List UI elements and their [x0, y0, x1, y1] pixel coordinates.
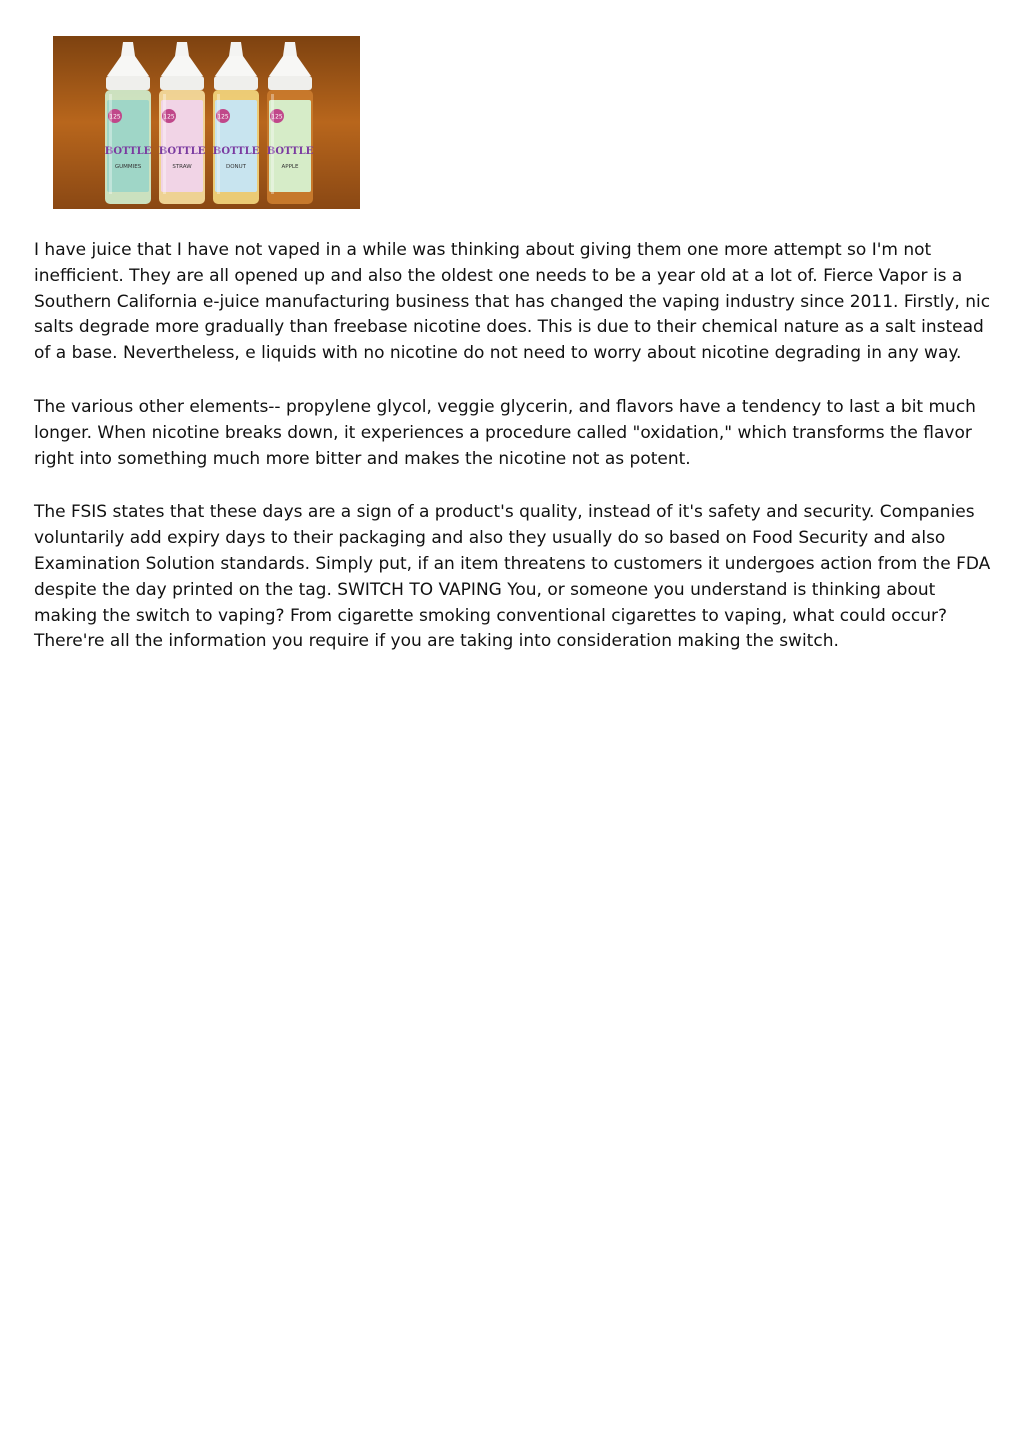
bottles-illustration: [53, 36, 360, 209]
paragraph-1: I have juice that I have not vaped in a while was thinking about giving them one more attempt so I'm not inefficient. They are all opened up and also the oldest one needs to be a year old at a lot of. Fierce Vapor is a Southern California e-juice manufacturing business that has changed the vaping industry since 2011. Firstly, nic salts degrade more gradually than freebase nicotine does. This is due to their chemical nature as a salt instead of a base. Nevertheless, e liquids with no nicotine do not need to worry about nicotine degrading in any way.: [34, 240, 991, 364]
brand-text: BOTTLE: [104, 146, 152, 157]
badge-text: 125: [217, 113, 229, 121]
flavor-text: APPLE: [281, 164, 299, 170]
badge-text: 125: [163, 113, 175, 121]
article-body: [34, 238, 996, 683]
badge-text: 125: [271, 113, 283, 121]
flavor-text: GUMMIES: [114, 164, 142, 170]
paragraph-3: The FSIS states that these days are a sign of a product's quality, instead of it's safety and security. Companies voluntarily add expiry days to their packaging and also they usually do so based on Food Security and also Examination Solution standards. Simply put, if an item threatens to customers it undergoes action from the FDA despite the day printed on the tag. SWITCH TO VAPING You, or someone you understand is thinking about making the switch to vaping? From cigarette smoking conventional cigarettes to vaping, what could occur? There're all the information you require if you are taking into consideration making the switch.: [34, 502, 991, 652]
flavor-text: DONUT: [225, 164, 247, 170]
flavor-text: STRAW: [172, 164, 192, 170]
product-photo: [53, 36, 360, 209]
brand-text: BOTTLE: [212, 146, 260, 157]
brand-text: BOTTLE: [266, 146, 314, 157]
paragraph-2: The various other elements-- propylene glycol, veggie glycerin, and flavors have a tendency to last a bit much longer. When nicotine breaks down, it experiences a procedure called "oxidation," which transforms the flavor right into something much more bitter and makes the nicotine not as potent.: [34, 396, 976, 469]
brand-text: BOTTLE: [158, 146, 206, 157]
badge-text: 125: [109, 113, 121, 121]
